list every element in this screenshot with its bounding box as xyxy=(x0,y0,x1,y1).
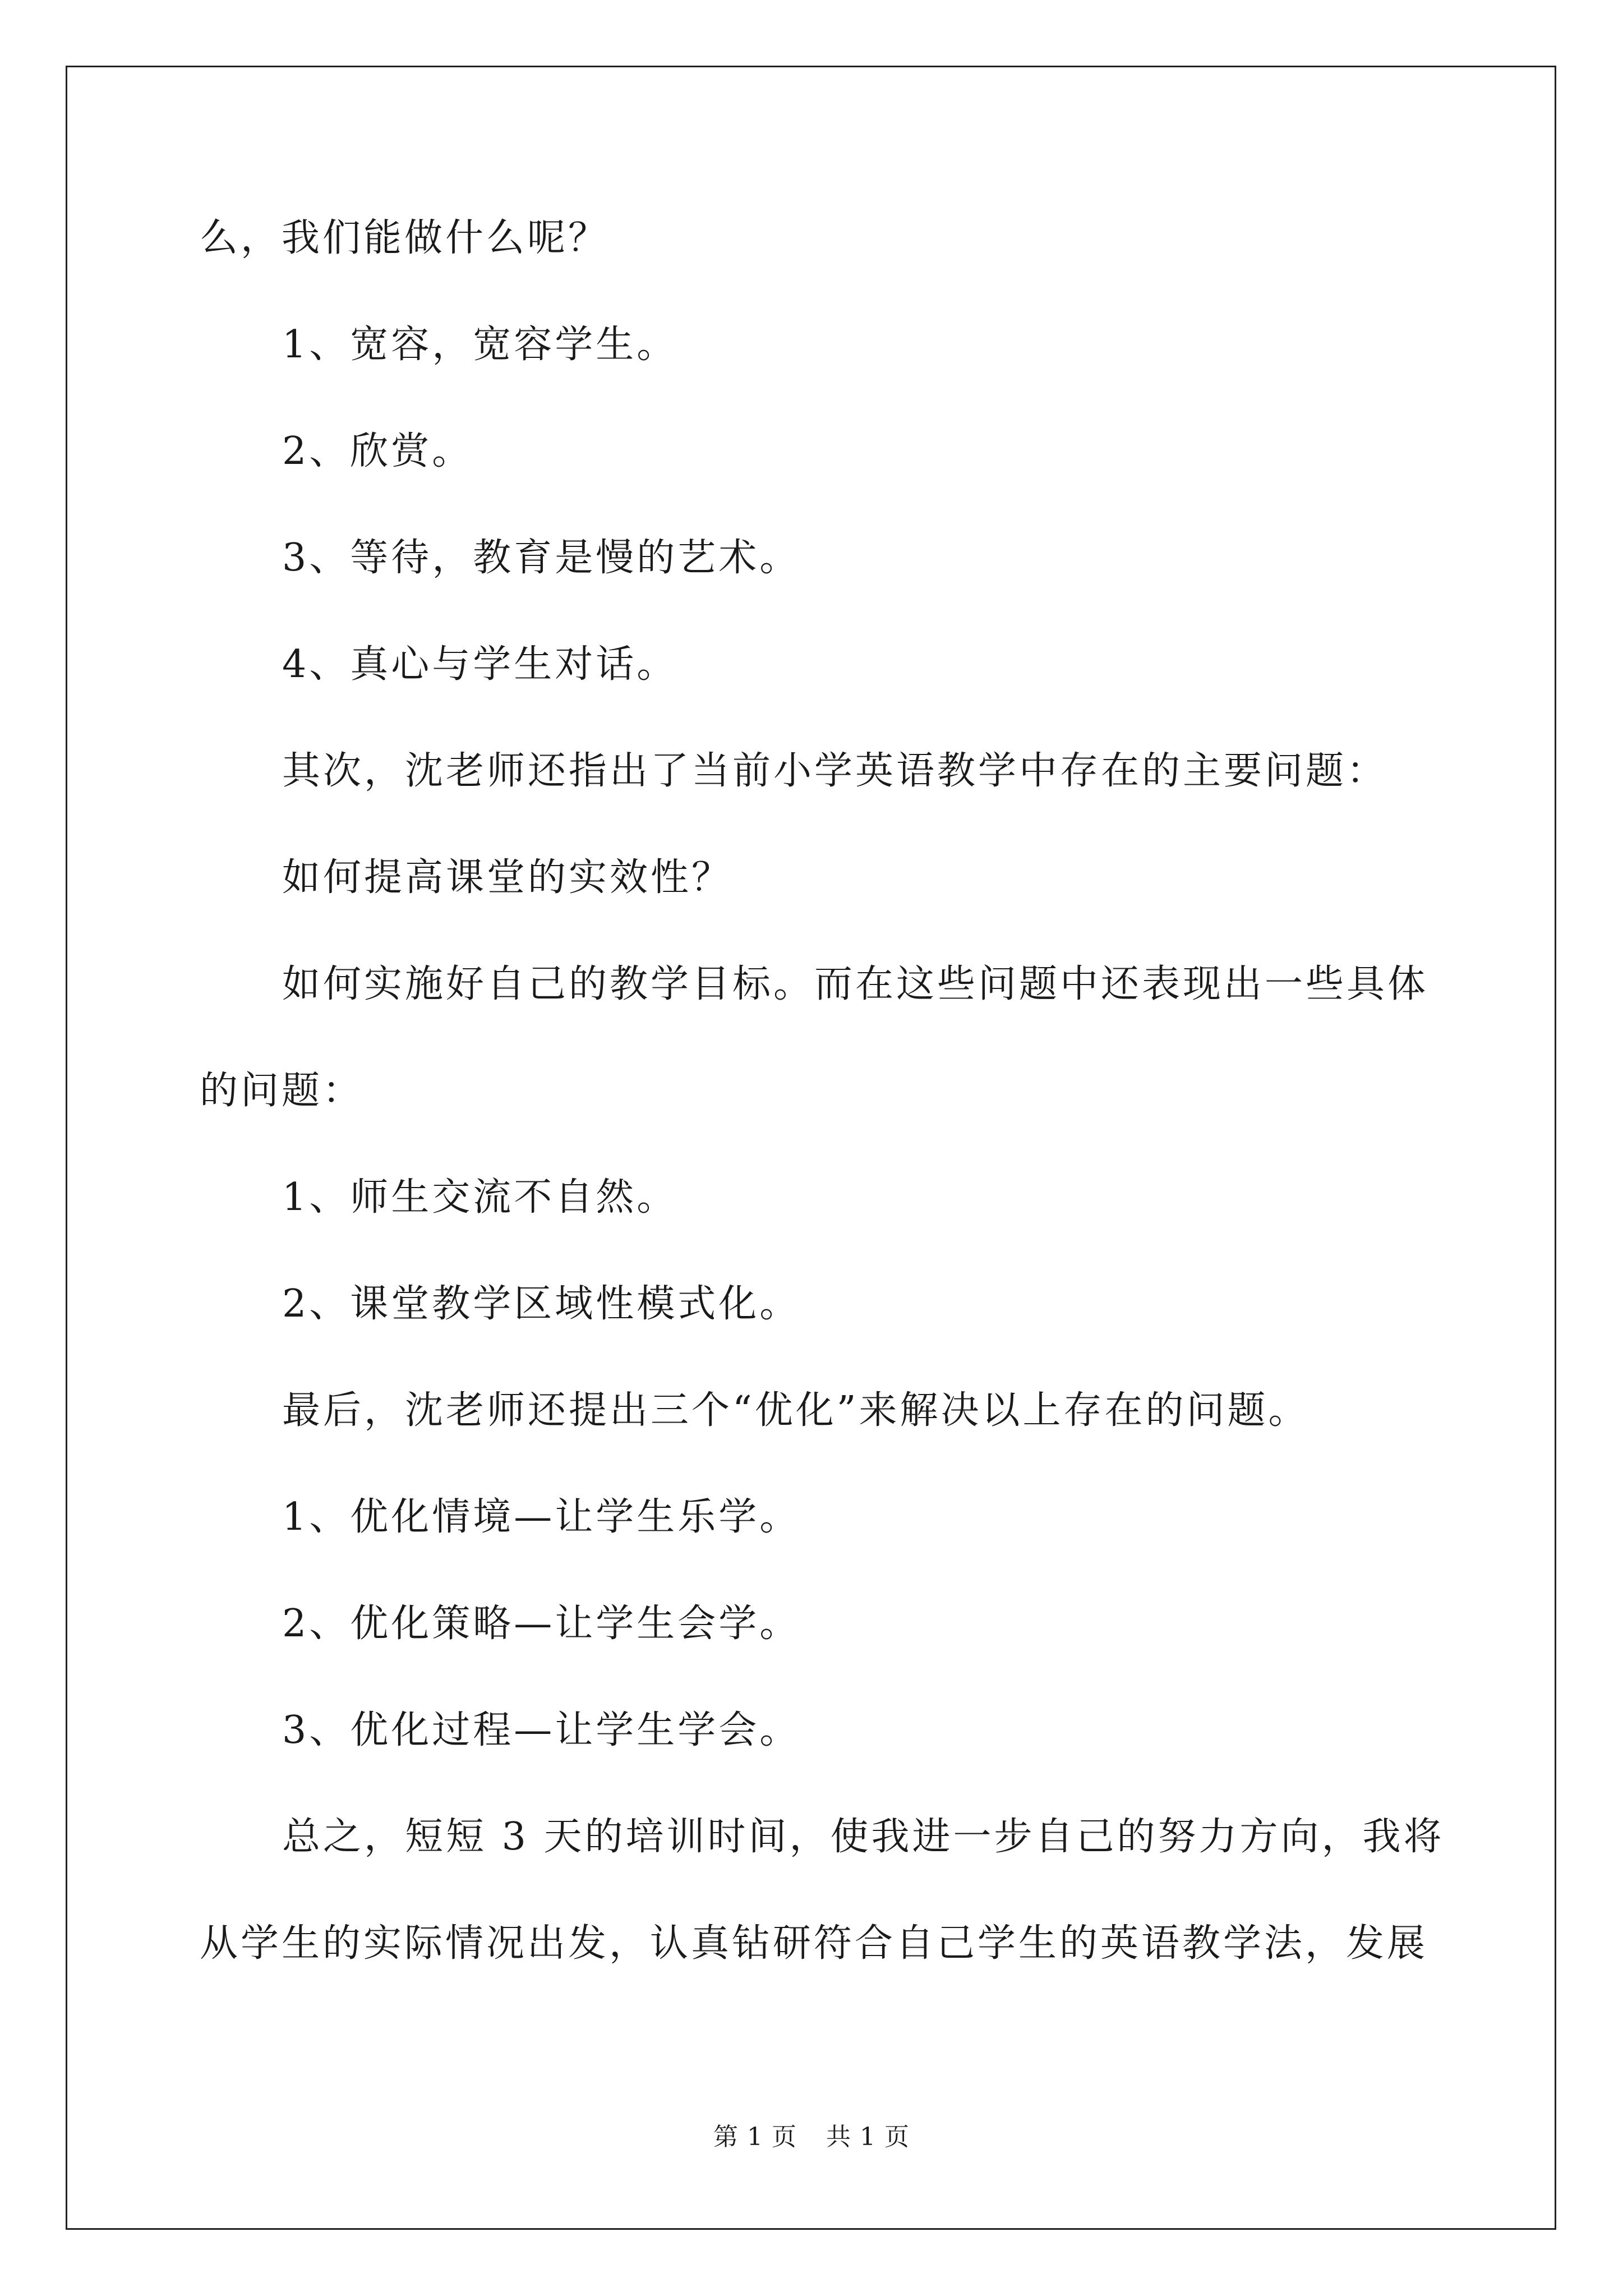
text-line: 1、优化情境—让学生乐学。 xyxy=(282,1495,801,1539)
page-total: 共 1 页 xyxy=(826,2123,910,2151)
text-line: 2、优化策略—让学生会学。 xyxy=(282,1602,801,1646)
text-line: 2、欣赏。 xyxy=(282,429,473,473)
text-line: 3、优化过程—让学生学会。 xyxy=(282,1708,801,1752)
text-line: 1、师生交流不自然。 xyxy=(282,1175,678,1220)
text-line: 最后，沈老师还提出三个“优化”来解决以上存在的问题。 xyxy=(282,1388,1310,1433)
text-line: 总之，短短 3 天的培训时间，使我进一步自己的努力方向，我将 xyxy=(282,1815,1445,1859)
text-line: 如何提高课堂的实效性？ xyxy=(282,855,733,900)
text-line: 2、课堂教学区域性模式化。 xyxy=(282,1282,801,1326)
text-line: 么，我们能做什么呢？ xyxy=(200,216,610,260)
text-line: 的问题： xyxy=(200,1069,364,1113)
text-line: 其次，沈老师还指出了当前小学英语教学中存在的主要问题： xyxy=(282,749,1388,793)
page-border xyxy=(66,66,1556,2230)
text-line: 4、真心与学生对话。 xyxy=(282,642,678,687)
text-line: 3、等待，教育是慢的艺术。 xyxy=(282,536,801,580)
text-line: 1、宽容，宽容学生。 xyxy=(282,323,678,367)
text-line: 从学生的实际情况出发，认真钻研符合自己学生的英语教学法，发展 xyxy=(200,1921,1428,1966)
page-footer xyxy=(0,2120,1623,2154)
text-line: 如何实施好自己的教学目标。而在这些问题中还表现出一些具体 xyxy=(282,962,1429,1006)
page-number: 第 1 页 xyxy=(713,2123,797,2151)
